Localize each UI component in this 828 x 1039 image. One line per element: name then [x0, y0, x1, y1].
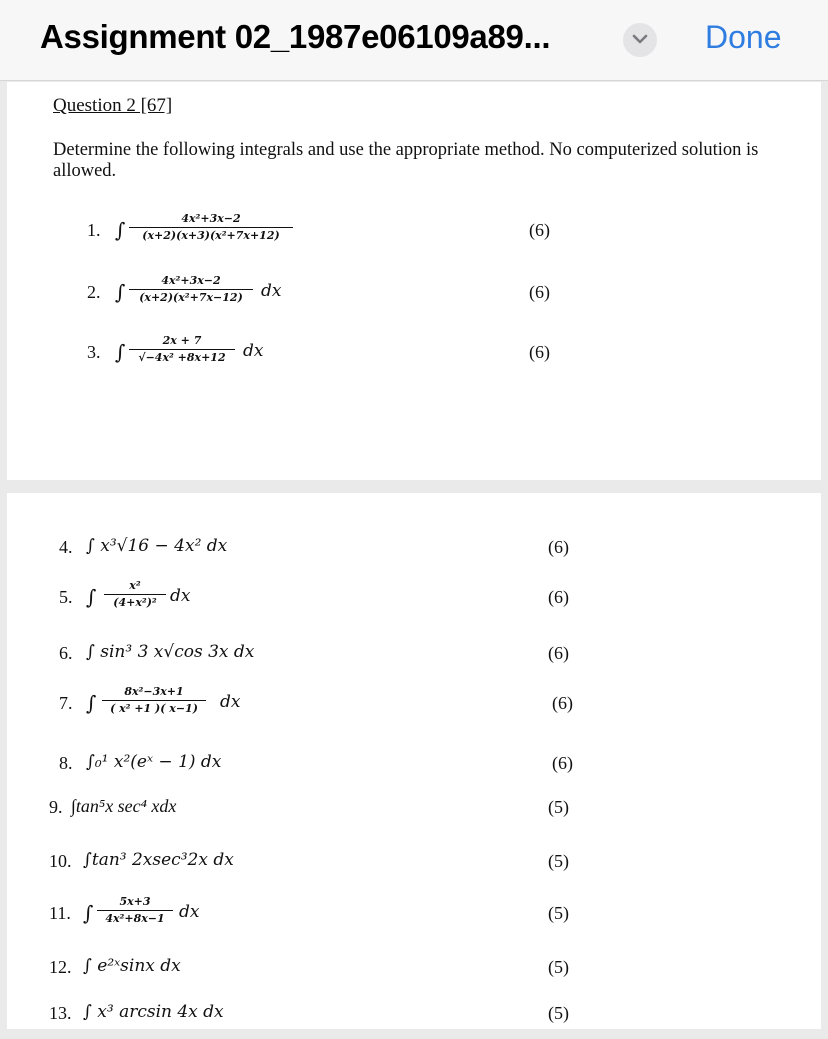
- question-item: [7, 679, 821, 729]
- item-marks: (6): [529, 342, 550, 362]
- integral-sign: ∫: [83, 901, 94, 925]
- item-marks: (5): [548, 851, 569, 871]
- item-number: 12.: [49, 957, 72, 977]
- item-number: 11.: [49, 903, 71, 923]
- item-number: 9.: [49, 797, 63, 817]
- integral-sign: ∫: [115, 280, 126, 304]
- item-marks: (6): [529, 282, 550, 302]
- item-marks: (5): [548, 903, 569, 923]
- integrand-fraction: [97, 893, 173, 927]
- question-item: [7, 989, 821, 1039]
- integrand-fraction: [104, 577, 166, 611]
- top-toolbar: [0, 0, 828, 81]
- question-item: [7, 573, 821, 623]
- item-number: 7.: [59, 693, 73, 713]
- fraction-numerator: 4x²+3x−2: [129, 210, 293, 228]
- item-marks: (6): [548, 587, 569, 607]
- question-item: [7, 268, 821, 318]
- question-item: [7, 739, 821, 789]
- integral-expression: ∫₀¹ x²(eˣ − 1) dx: [86, 752, 222, 772]
- item-number: 4.: [59, 537, 73, 557]
- fraction-numerator: x²: [104, 577, 166, 595]
- fraction-denominator: (x+2)(x²+7x−12): [139, 291, 243, 304]
- item-number: 1.: [87, 220, 101, 240]
- item-marks: (6): [548, 537, 569, 557]
- question-item: [7, 523, 821, 573]
- fraction-numerator: 4x²+3x−2: [129, 272, 253, 290]
- differential: dx: [261, 281, 282, 301]
- integral-sign: ∫: [115, 218, 126, 242]
- question-item: [7, 837, 821, 887]
- document-page-1: [7, 82, 821, 480]
- item-number: 13.: [49, 1003, 72, 1023]
- question-item: [7, 783, 821, 833]
- fraction-numerator: 5x+3: [97, 893, 173, 911]
- question-item: [7, 943, 821, 993]
- document-title: Assignment 02_1987e06109a89...: [40, 18, 551, 55]
- differential: dx: [179, 902, 200, 922]
- differential: dx: [243, 341, 264, 361]
- item-number: 5.: [59, 587, 73, 607]
- item-marks: (6): [552, 753, 573, 773]
- item-number: 6.: [59, 643, 73, 663]
- integrand-fraction: [129, 210, 293, 244]
- item-number: 2.: [87, 282, 101, 302]
- fraction-numerator: 8x²−3x+1: [102, 683, 206, 701]
- fraction-denominator: (x+2)(x+3)(x²+7x+12): [142, 229, 280, 242]
- integrand-fraction: [129, 272, 253, 306]
- item-marks: (5): [548, 1003, 569, 1023]
- fraction-denominator: (4+x²)²: [113, 596, 157, 609]
- item-number: 3.: [87, 342, 101, 362]
- item-marks: (6): [529, 220, 550, 240]
- question-instructions: Determine the following integrals and use the appropriate method. No computerized solution is allowed.: [53, 140, 759, 181]
- question-item: [7, 629, 821, 679]
- item-marks: (5): [548, 957, 569, 977]
- fraction-denominator: √−4x² +8x+12: [138, 351, 226, 364]
- question-item: [7, 328, 821, 378]
- fraction-numerator: 2x + 7: [129, 332, 235, 350]
- item-number: 8.: [59, 753, 73, 773]
- integral-expression: ∫ x³√16 − 4x² dx: [86, 536, 228, 556]
- differential: dx: [170, 586, 191, 606]
- integrand-fraction: [129, 332, 235, 366]
- integrand-fraction: [102, 683, 206, 717]
- differential: dx: [220, 692, 241, 712]
- question-item: [7, 206, 821, 256]
- chevron-down-icon: [632, 34, 648, 45]
- item-marks: (6): [548, 643, 569, 663]
- integral-expression: ∫tan⁵x sec⁴ xdx: [71, 796, 177, 816]
- integral-sign: ∫: [86, 585, 97, 609]
- item-number: 10.: [49, 851, 72, 871]
- integral-expression: ∫ sin³ 3 x√cos 3x dx: [86, 642, 255, 662]
- integral-expression: ∫ x³ arcsin 4x dx: [83, 1002, 224, 1022]
- integral-sign: ∫: [86, 691, 97, 715]
- question-item: [7, 889, 821, 939]
- item-marks: (5): [548, 797, 569, 817]
- done-button[interactable]: Done: [705, 19, 782, 55]
- fraction-denominator: 4x²+8x−1: [105, 912, 165, 925]
- title-menu-button[interactable]: [623, 23, 657, 57]
- item-marks: (6): [552, 693, 573, 713]
- integral-expression: ∫ e²ˣsinx dx: [83, 956, 181, 976]
- fraction-denominator: ( x² +1 )( x−1): [110, 702, 198, 715]
- integral-expression: ∫tan³ 2xsec³2x dx: [83, 850, 234, 870]
- document-page-2: [7, 493, 821, 1029]
- integral-sign: ∫: [115, 340, 126, 364]
- question-heading: Question 2 [67]: [53, 95, 173, 116]
